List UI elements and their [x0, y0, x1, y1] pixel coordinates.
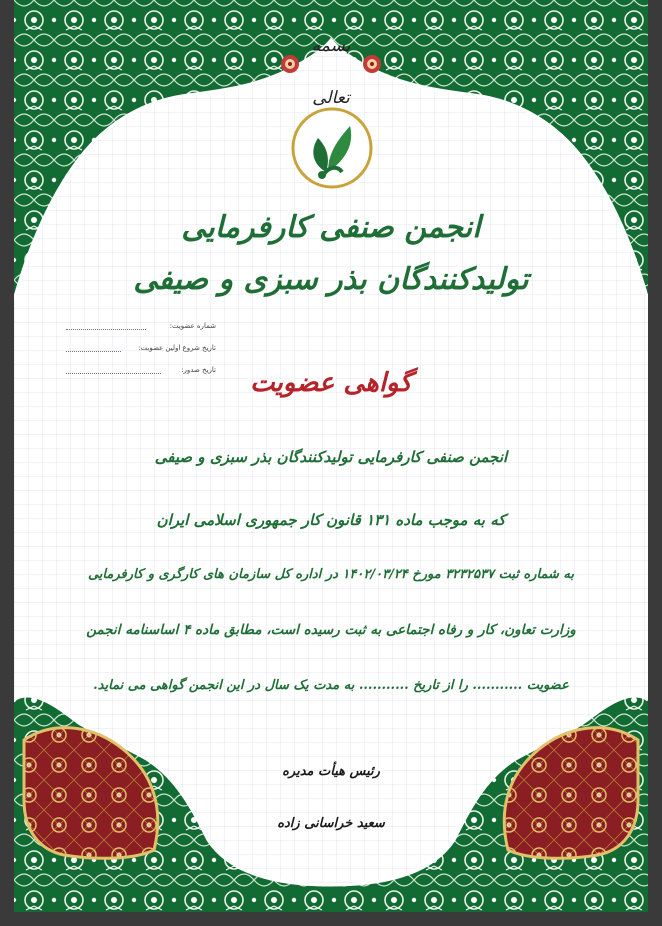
signer-title: رئیس هیأت مدیره	[282, 764, 380, 779]
red-rosette-icon-left	[281, 55, 299, 73]
left-carpet-medallion	[24, 728, 158, 859]
field-label: شماره عضویت:	[169, 322, 216, 330]
membership-number-field[interactable]	[66, 318, 216, 340]
field-label: تاریخ شروع اولین عضویت:	[138, 344, 216, 352]
body-line: عضویت ........... را از تاریخ ........... به مدت یک سال در این انجمن گواهی می نماید.	[93, 678, 569, 693]
organization-name-line2: تولیدکنندگان بذر سبزی و صیفی	[133, 262, 529, 297]
first-membership-date-field[interactable]	[66, 340, 216, 362]
body-line: وزارت تعاون، کار و رفاه اجتماعی به ثبت رسیده است، مطابق ماده ۴ اساسنامه انجمن	[86, 622, 576, 638]
body-line: که به موجب ماده ۱۳۱ قانون کار جمهوری اسلامی ایران	[156, 511, 506, 529]
red-rosette-icon-right	[363, 55, 381, 73]
body-line: انجمن صنفی کارفرمایی تولیدکنندگان بذر سبزی و صیفی	[154, 448, 508, 466]
viewer-bottom-strip	[0, 912, 662, 926]
field-label: تاریخ صدور:	[181, 366, 216, 374]
field-dots	[66, 350, 121, 352]
organization-name-line1: انجمن صنفی کارفرمایی	[181, 210, 481, 245]
body-line: به شماره ثبت ۳۲۳۲۵۳۷ مورخ ۱۴۰۲/۰۳/۲۴ در اداره کل سازمان های کارگری و کارفرمایی	[87, 567, 575, 582]
certificate-sheet	[14, 0, 648, 912]
field-dots	[66, 328, 146, 330]
signer-name: سعید خراسانی زاده	[277, 816, 385, 831]
right-carpet-medallion	[504, 728, 638, 859]
certificate-title: گواهی عضویت	[250, 368, 412, 398]
basmala-calligraphy: بسمه تعالی	[311, 36, 351, 108]
